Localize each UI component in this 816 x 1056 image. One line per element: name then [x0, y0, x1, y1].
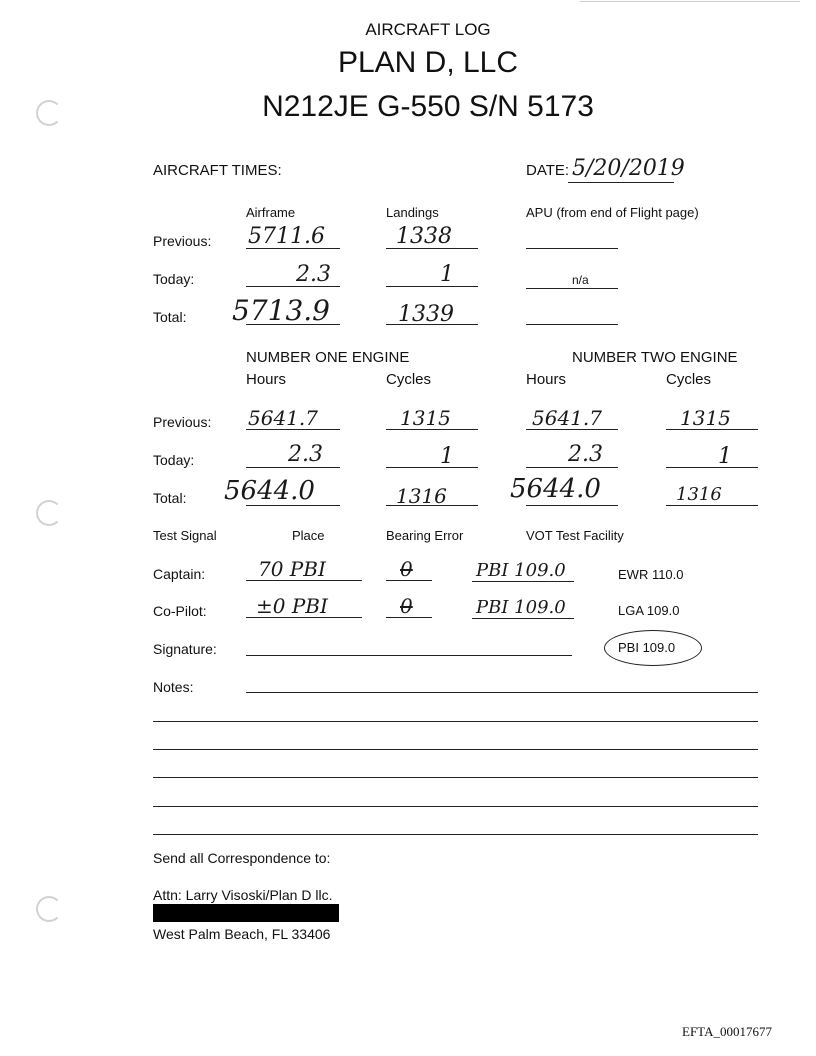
engine-one-label: NUMBER ONE ENGINE: [246, 349, 410, 366]
landings-total: 1339: [398, 302, 454, 327]
attention-line: Attn: Larry Visoski/Plan D llc.: [153, 887, 333, 903]
row-today-label: Today:: [153, 271, 195, 287]
e2-cycles-previous: 1315: [680, 406, 731, 430]
notes-line-1: [246, 692, 758, 693]
eng-row-today-label: Today:: [153, 452, 195, 468]
col-test-signal: Test Signal: [153, 528, 217, 543]
city-line: West Palm Beach, FL 33406: [153, 926, 331, 942]
redaction-bar: [153, 904, 339, 922]
e2-cycles-today-line: [666, 467, 758, 468]
e1-hours-label: Hours: [246, 371, 287, 388]
landings-today: 1: [440, 262, 454, 287]
captain-facility-line: [472, 581, 574, 582]
e1-cycles-today-line: [386, 467, 478, 468]
engine-two-label: NUMBER TWO ENGINE: [572, 349, 738, 366]
copilot-label: Co-Pilot:: [153, 603, 207, 619]
facility-option-3: PBI 109.0: [618, 640, 676, 655]
copilot-facility-line: [472, 618, 574, 619]
e2-cycles-total: 1316: [676, 484, 722, 505]
facility-option-1: EWR 110.0: [618, 567, 684, 582]
e1-cycles-today: 1: [440, 444, 454, 469]
e1-cycles-label: Cycles: [386, 371, 432, 388]
landings-previous: 1338: [396, 224, 452, 249]
col-bearing-error: Bearing Error: [386, 528, 464, 543]
airframe-previous-line: [246, 248, 340, 249]
e2-cycles-total-line: [666, 505, 758, 506]
e2-hours-today: 2.3: [568, 442, 603, 467]
e1-hours-previous: 5641.7: [248, 406, 318, 430]
col-airframe: Airframe: [246, 205, 296, 220]
e2-cycles-today: 1: [718, 444, 732, 469]
airframe-previous: 5711.6: [248, 224, 325, 249]
e2-hours-label: Hours: [526, 371, 567, 388]
e2-hours-total-line: [526, 505, 618, 506]
notes-label: Notes:: [153, 679, 194, 695]
apu-today-line: [526, 288, 618, 289]
e2-hours-total: 5644.0: [510, 474, 601, 504]
notes-line-2: [153, 721, 758, 722]
document-id: EFTA_00017677: [682, 1024, 772, 1039]
copilot-place: ±0 PBI: [256, 594, 328, 618]
aircraft-id: N212JE G-550 S/N 5173: [262, 90, 594, 123]
captain-place: 70 PBI: [258, 557, 326, 581]
col-vot-facility: VOT Test Facility: [526, 528, 624, 543]
company-name: PLAN D, LLC: [337, 46, 519, 79]
e2-cycles-previous-line: [666, 429, 758, 430]
e1-hours-previous-line: [246, 429, 340, 430]
captain-place-line: [246, 580, 362, 581]
col-place: Place: [292, 528, 325, 543]
captain-bearing: 0: [400, 557, 413, 581]
landings-previous-line: [386, 248, 478, 249]
airframe-today: 2.3: [296, 262, 331, 287]
e1-hours-total: 5644.0: [224, 476, 315, 506]
punch-hole-bottom: [36, 896, 62, 922]
copilot-place-line: [246, 617, 362, 618]
e2-cycles-label: Cycles: [666, 371, 712, 388]
captain-label: Captain:: [153, 566, 206, 582]
e2-hours-previous: 5641.7: [532, 406, 602, 430]
col-apu: APU (from end of Flight page): [526, 205, 699, 220]
eng-row-previous-label: Previous:: [153, 414, 212, 430]
eng-row-total-label: Total:: [153, 490, 187, 506]
e2-hours-today-line: [526, 467, 618, 468]
date-label: DATE:: [526, 162, 570, 179]
e1-hours-today-line: [246, 467, 340, 468]
notes-line-6: [153, 834, 758, 835]
airframe-today-line: [246, 286, 340, 287]
apu-today: n/a: [572, 273, 589, 287]
captain-facility: PBI 109.0: [476, 560, 566, 581]
e1-hours-today: 2.3: [288, 442, 323, 467]
e1-cycles-total-line: [386, 505, 478, 506]
notes-line-4: [153, 777, 758, 778]
captain-bearing-line: [386, 580, 432, 581]
punch-hole-middle: [36, 500, 62, 526]
notes-line-5: [153, 806, 758, 807]
e1-cycles-total: 1316: [396, 484, 447, 508]
e1-cycles-previous-line: [386, 429, 478, 430]
scan-edge: [580, 1, 800, 2]
aircraft-times-label: AIRCRAFT TIMES:: [153, 162, 282, 179]
landings-today-line: [386, 286, 478, 287]
e2-hours-previous-line: [526, 429, 618, 430]
date-value: 5/20/2019: [572, 156, 685, 181]
copilot-facility: PBI 109.0: [476, 597, 566, 618]
send-correspondence-label: Send all Correspondence to:: [153, 850, 331, 866]
copilot-bearing: 0: [400, 594, 413, 618]
signature-label: Signature:: [153, 641, 217, 657]
landings-total-line: [386, 324, 478, 325]
apu-total-line: [526, 324, 618, 325]
airframe-total-line: [246, 324, 340, 325]
e1-hours-total-line: [246, 505, 340, 506]
row-total-label: Total:: [153, 309, 187, 325]
notes-line-3: [153, 749, 758, 750]
facility-option-2: LGA 109.0: [618, 603, 680, 618]
e1-cycles-previous: 1315: [400, 406, 451, 430]
copilot-bearing-line: [386, 617, 432, 618]
signature-line: [246, 655, 572, 656]
date-underline: [568, 182, 674, 183]
row-previous-label: Previous:: [153, 233, 212, 249]
airframe-total: 5713.9: [232, 294, 330, 327]
log-title: AIRCRAFT LOG: [365, 20, 491, 39]
apu-previous-line: [526, 248, 618, 249]
col-landings: Landings: [386, 205, 439, 220]
